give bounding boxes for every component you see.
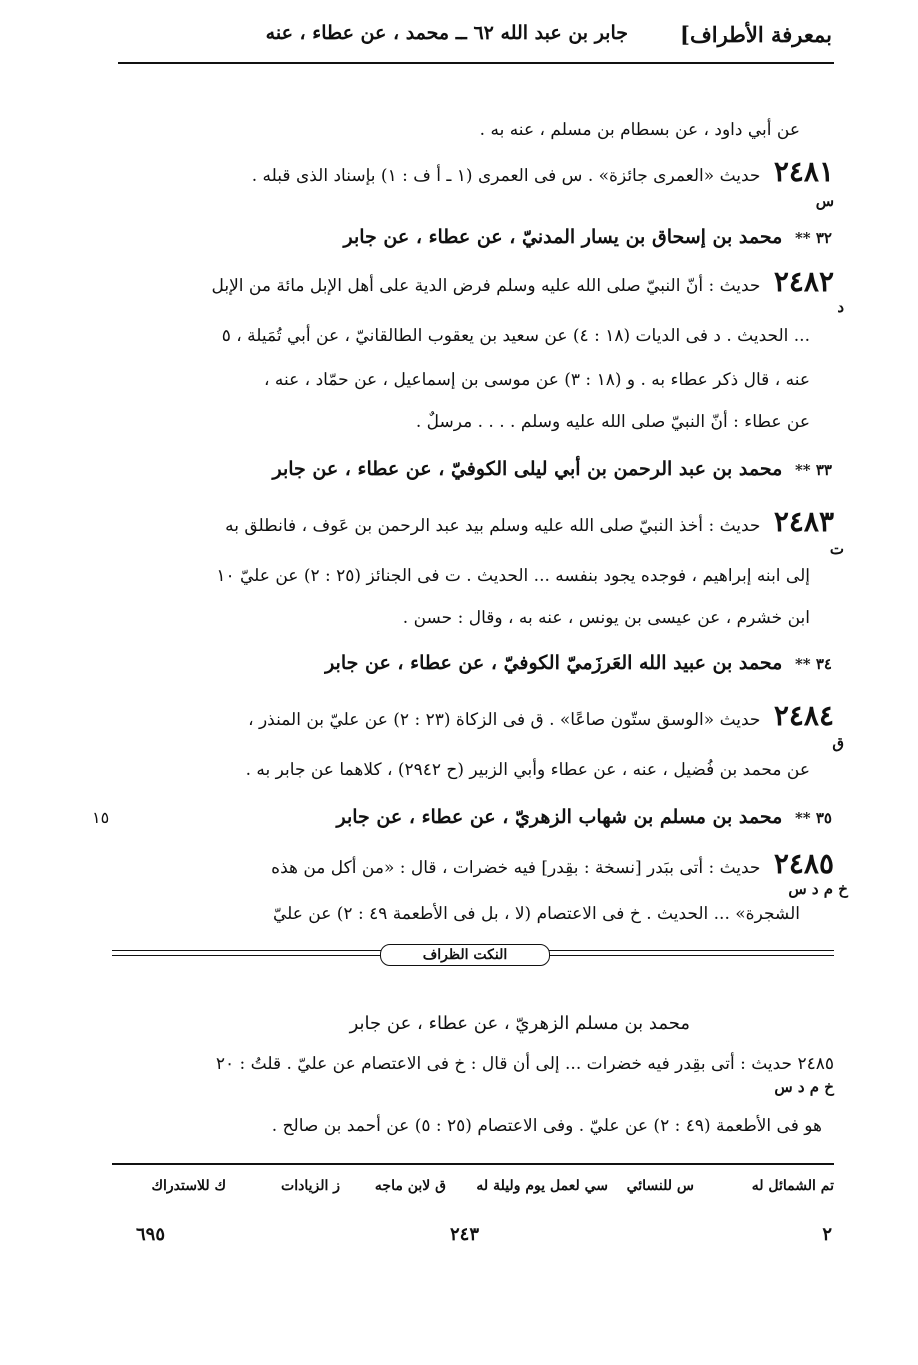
page-number-left: ٦٩٥ (136, 1224, 166, 1245)
page-number-center: ٢٤٣ (450, 1224, 480, 1245)
entry-2485 (271, 847, 834, 882)
sigla: ت (829, 540, 844, 558)
legend-item: ز الزيادات (281, 1178, 340, 1194)
heading-number: ٣٢ ** (794, 229, 832, 247)
nukat-heading: محمد بن مسلم الزهريّ ، عن عطاء ، عن جابر (349, 1013, 690, 1034)
text-line: عنه ، قال ذكر عطاء به . و (١٨ : ٣) عن موسى بن إسماعيل ، عن حمّاد ، عنه ، (264, 370, 810, 390)
sigla: د (837, 298, 844, 316)
footer-rule (112, 1163, 834, 1165)
sigla: خ م د س (788, 880, 848, 898)
entry-number: ٢٤٨٥ (773, 847, 834, 880)
page-number-right: ٢ (822, 1224, 832, 1245)
heading-number: ٣٣ ** (794, 461, 832, 479)
text-line: عن عطاء : أنّ النبيّ صلى الله عليه وسلم . . . . مرسلٌ . (415, 412, 810, 432)
entry-number: ٢٤٨٣ (773, 505, 834, 538)
entry-text: حديث : أخذ النبيّ صلى الله عليه وسلم بيد عبد الرحمن بن عَوف ، فانطلق به (225, 516, 761, 536)
text-line: ابن خشرم ، عن عيسى بن يونس ، عنه به ، وقال : حسن . (402, 608, 810, 628)
line-number-margin: ١٥ (92, 808, 110, 827)
legend-item: ك للاستدراك (151, 1178, 226, 1194)
entry-number: ٢٤٨١ (773, 155, 834, 188)
heading-text: محمد بن إسحاق بن يسار المدنيّ ، عن عطاء ، عن جابر (343, 226, 783, 248)
legend-item: تم الشمائل له (751, 1178, 834, 1194)
heading-text: محمد بن عبيد الله العَرزَميّ الكوفيّ ، عن عطاء ، عن جابر (325, 652, 783, 674)
text-line: ... الحديث . د فى الديات (١٨ : ٤) عن سعيد بن يعقوب الطالقانيّ ، عن أبي تُمَيلة ، ٥ (221, 326, 810, 346)
entry-text: حديث «العمرى جائزة» . س فى العمرى (١ ـ أ ف : ١) بإسناد الذى قبله . (251, 166, 761, 186)
narrator-heading-35 (337, 806, 833, 828)
text-line: الشجرة» ... الحديث . خ فى الاعتصام (لا ، بل فى الأطعمة ٤٩ : ٢) عن عليّ (272, 904, 800, 924)
nukat-text-line: هو فى الأطعمة (٤٩ : ٢) عن عليّ . وفى الاعتصام (٢٥ : ٥) عن أحمد بن صالح . (271, 1116, 822, 1136)
sigla: س (815, 192, 834, 210)
header-rule (118, 62, 834, 64)
legend-item: س للنسائي (626, 1178, 694, 1194)
running-header: جابر بن عبد الله ٦٢ ــ محمد ، عن عطاء ، عنه (265, 22, 628, 44)
entry-text: حديث «الوسق ستّون صاعًا» . ق فى الزكاة (٢٣ : ٢) عن عليّ بن المنذر ، (248, 710, 761, 730)
entry-2482 (211, 265, 835, 300)
heading-text: محمد بن عبد الرحمن بن أبي ليلى الكوفيّ ، عن عطاء ، عن جابر (272, 458, 783, 480)
book-title-header: بمعرفة الأطراف] (680, 22, 832, 47)
entry-number: ٢٤٨٢ (773, 265, 834, 298)
sigla: خ م د س (774, 1078, 834, 1096)
text-line: عن أبي داود ، عن بسطام بن مسلم ، عنه به . (479, 120, 800, 140)
heading-number: ٣٥ ** (794, 809, 832, 827)
entry-2483 (225, 505, 834, 540)
entry-2484 (248, 699, 834, 734)
narrator-heading-33 (272, 458, 832, 480)
narrator-heading-34 (325, 652, 832, 674)
narrator-heading-32 (344, 226, 833, 248)
entry-text: حديث : أنّ النبيّ صلى الله عليه وسلم فرض الدية على أهل الإبل مائة من الإبل (211, 276, 761, 296)
nukat-entry: ٢٤٨٥ حديث : أتى بقِدر فيه خضرات ... إلى أن قال : خ فى الاعتصام عن عليّ . قلتُ : ٢٠ (215, 1054, 834, 1074)
entry-text: حديث : أتى ببَدر [نسخة : بقِدر] فيه خضرات ، قال : «من أكل من هذه (271, 858, 761, 878)
heading-text: محمد بن مسلم بن شهاب الزهريّ ، عن عطاء ، عن جابر (336, 806, 783, 828)
entry-2481 (251, 155, 834, 190)
heading-number: ٣٤ ** (794, 655, 832, 673)
sigla: ق (832, 734, 844, 752)
legend-item: ق لابن ماجه (374, 1178, 446, 1194)
legend-item: سي لعمل يوم وليلة له (476, 1178, 608, 1194)
nukat-title: النكت الظراف (380, 944, 550, 966)
entry-number: ٢٤٨٤ (773, 699, 834, 732)
text-line: عن محمد بن فُضيل ، عنه ، عن عطاء وأبي الزبير (ح ٢٩٤٢) ، كلاهما عن جابر به . (245, 760, 810, 780)
text-line: إلى ابنه إبراهيم ، فوجده يجود بنفسه ... الحديث . ت فى الجنائز (٢٥ : ٢) عن عليّ ١٠ (216, 566, 810, 586)
